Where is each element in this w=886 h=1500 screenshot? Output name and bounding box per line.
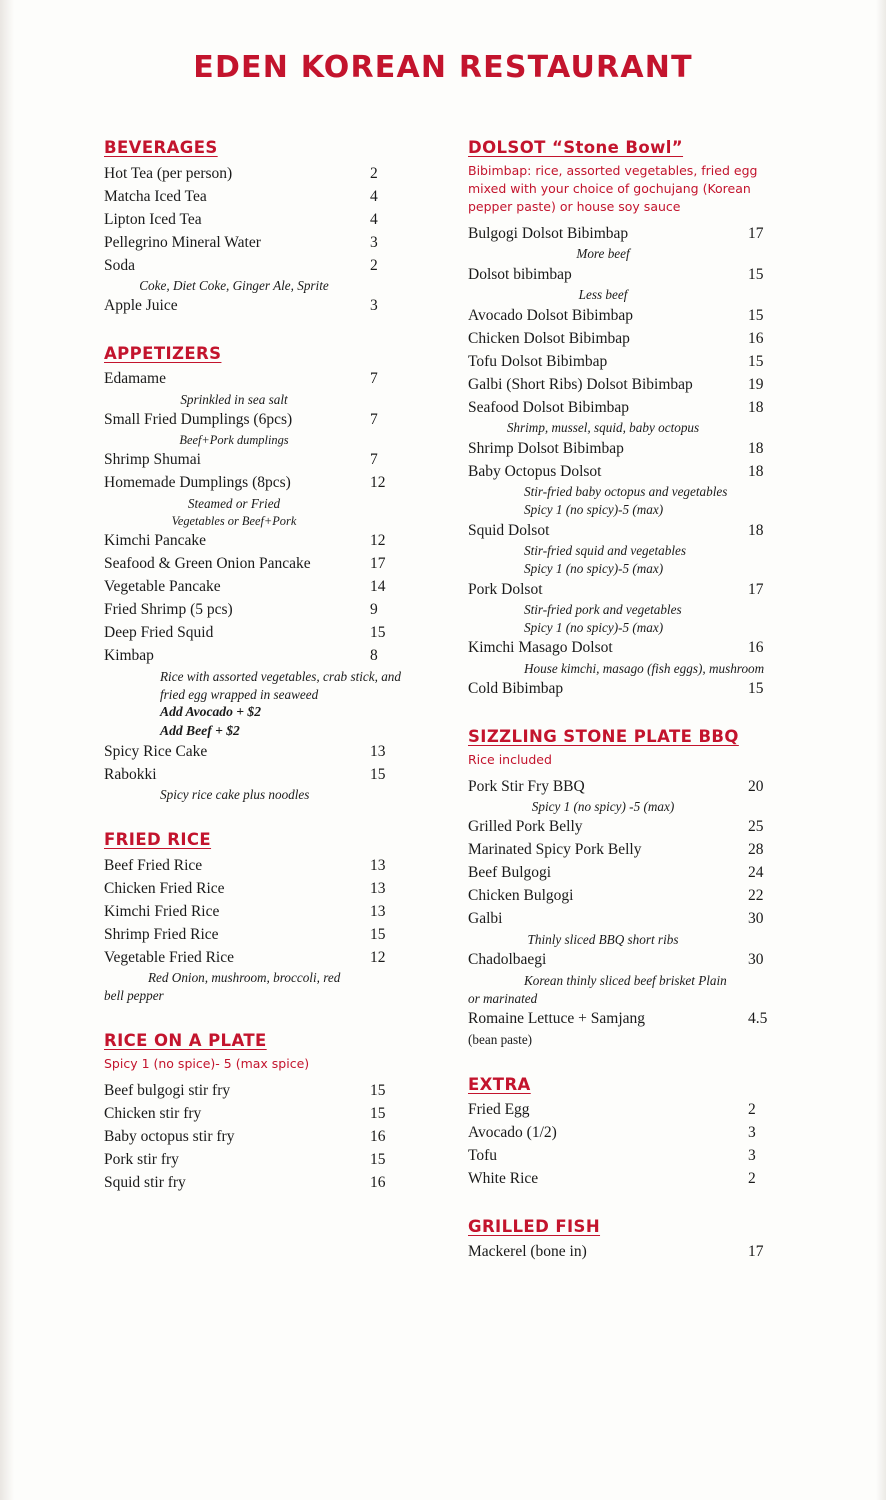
menu-item-price: 25 xyxy=(748,818,764,836)
menu-item-name: Romaine Lettuce + Samjang xyxy=(468,1010,646,1028)
menu-item-name: Avocado (1/2) xyxy=(468,1124,557,1142)
menu-item-note: Steamed or Fried xyxy=(187,495,281,511)
menu-item-name: Pork Dolsot xyxy=(468,580,543,598)
menu-item xyxy=(104,295,404,318)
menu-item-note: Sprinkled in sea salt xyxy=(180,391,288,407)
menu-item xyxy=(104,231,404,254)
menu-item-price: 13 xyxy=(370,879,386,897)
menu-item xyxy=(468,1099,778,1122)
menu-item-price: 12 xyxy=(370,474,386,492)
menu-item xyxy=(104,553,404,576)
menu-item-name: Fried Egg xyxy=(468,1101,530,1119)
menu-item-price: 15 xyxy=(748,265,764,283)
menu-item-price: 8 xyxy=(370,647,378,665)
menu-item-name: Vegetable Fried Rice xyxy=(104,948,234,966)
menu-item-note: Vegetables or Beef+Pork xyxy=(171,513,297,528)
menu-item-price: 15 xyxy=(370,1150,386,1168)
menu-item-name: Chicken Dolsot Bibimbap xyxy=(468,329,630,347)
menu-item xyxy=(104,1171,404,1194)
page-right-edge-shadow xyxy=(876,0,886,1500)
menu-item-name: Matcha Iced Tea xyxy=(104,187,207,205)
section-heading: DOLSOT “Stone Bowl” xyxy=(468,138,684,157)
menu-item-name: Avocado Dolsot Bibimbap xyxy=(468,306,634,324)
menu-item-price: 16 xyxy=(370,1127,386,1145)
section-heading: APPETIZERS xyxy=(104,343,222,363)
menu-item-price: 17 xyxy=(748,1243,764,1261)
menu-item-name: Homemade Dumplings (8pcs) xyxy=(104,474,291,492)
section-heading: SIZZLING STONE PLATE BBQ xyxy=(468,726,739,746)
menu-item-name: Beef Bulgogi xyxy=(468,864,552,882)
menu-item-price: 17 xyxy=(370,555,386,573)
menu-item-price: 30 xyxy=(748,951,764,969)
menu-item-price: 16 xyxy=(748,329,764,347)
menu-item-name: Deep Fried Squid xyxy=(104,624,214,642)
section-heading: EXTRA xyxy=(468,1074,531,1094)
menu-item xyxy=(104,622,404,645)
menu-item-name: Spicy Rice Cake xyxy=(104,742,208,760)
menu-item xyxy=(468,263,778,286)
menu-item-name: Tofu Dolsot Bibimbap xyxy=(468,352,608,370)
menu-item xyxy=(104,208,404,231)
menu-item-name: Chicken stir fry xyxy=(104,1104,202,1122)
menu-item-name: Edamame xyxy=(104,370,166,388)
menu-item-note: Rice with assorted vegetables, crab stick, and fried egg wrapped in seaweed xyxy=(160,668,401,702)
menu-item-note: Shrimp, mussel, squid, baby octopus xyxy=(506,420,700,436)
menu-item xyxy=(468,678,778,701)
menu-item-price: 15 xyxy=(370,1081,386,1099)
menu-item-note: Spicy rice cake plus noodles xyxy=(160,787,310,803)
menu-item-price: 15 xyxy=(370,1104,386,1122)
menu-item xyxy=(468,327,778,350)
menu-item-name: Bulgogi Dolsot Bibimbap xyxy=(468,224,629,242)
menu-item-price: 12 xyxy=(370,948,386,966)
menu-item-note: Coke, Diet Coke, Ginger Ale, Sprite xyxy=(139,278,329,293)
menu-column-right xyxy=(468,138,778,1290)
menu-item-price: 24 xyxy=(748,864,764,882)
menu-item-name: Chicken Fried Rice xyxy=(104,879,225,897)
menu-item-name: Lipton Iced Tea xyxy=(104,210,202,228)
page-left-edge-shadow xyxy=(0,0,14,1500)
menu-item-name: Vegetable Pancake xyxy=(104,578,221,596)
menu-item xyxy=(104,599,404,622)
menu-item xyxy=(104,368,404,391)
menu-item xyxy=(104,645,404,668)
menu-item xyxy=(104,877,404,900)
menu-item-price: 13 xyxy=(370,742,386,760)
menu-section-beverages xyxy=(104,138,404,318)
menu-item-name: Tofu xyxy=(468,1147,498,1165)
menu-item xyxy=(468,775,778,798)
menu-item xyxy=(468,1168,778,1191)
menu-item-name: Small Fried Dumplings (6pcs) xyxy=(104,411,293,429)
menu-item xyxy=(468,519,778,542)
menu-item xyxy=(104,946,404,969)
menu-item xyxy=(468,437,778,460)
menu-item xyxy=(104,1079,404,1102)
menu-item-name: Baby Octopus Dolsot xyxy=(468,462,602,480)
menu-item-price: 4.5 xyxy=(748,1010,768,1028)
menu-section-extra xyxy=(468,1075,778,1191)
menu-item xyxy=(104,472,404,495)
menu-item-price: 13 xyxy=(370,902,386,920)
menu-item-price: 18 xyxy=(748,398,764,416)
menu-item xyxy=(104,409,404,432)
menu-item-name: Chicken Bulgogi xyxy=(468,887,574,905)
menu-item xyxy=(468,885,778,908)
menu-item-name: Mackerel (bone in) xyxy=(468,1243,587,1261)
menu-item xyxy=(104,162,404,185)
menu-item xyxy=(468,637,778,660)
menu-section-appetizers xyxy=(104,344,404,804)
menu-item-name: Shrimp Dolsot Bibimbap xyxy=(468,439,624,457)
menu-item-price: 2 xyxy=(748,1170,756,1188)
menu-item-name: Grilled Pork Belly xyxy=(468,818,583,836)
menu-item xyxy=(104,923,404,946)
menu-item-name: Beef Fried Rice xyxy=(104,856,203,874)
menu-item xyxy=(468,460,778,483)
menu-item-note: Beef+Pork dumplings xyxy=(179,432,289,447)
menu-item-name: White Rice xyxy=(468,1170,539,1188)
menu-item-name: Fried Shrimp (5 pcs) xyxy=(104,601,233,619)
menu-item-price: 15 xyxy=(370,624,386,642)
menu-item-note: (bean paste) xyxy=(468,1031,533,1047)
menu-item-price: 12 xyxy=(370,532,386,550)
menu-item-name: Shrimp Shumai xyxy=(104,451,201,469)
menu-section-grilled-fish xyxy=(468,1217,778,1264)
menu-item-price: 2 xyxy=(748,1101,756,1119)
menu-item-note: More beef xyxy=(576,246,630,262)
section-subtitle: Rice included xyxy=(468,751,552,767)
menu-item-price: 28 xyxy=(748,841,764,859)
menu-item-price: 17 xyxy=(748,224,764,242)
menu-item-name: Marinated Spicy Pork Belly xyxy=(468,841,642,859)
menu-item-note: Red Onion, mushroom, broccoli, red xyxy=(148,970,341,986)
menu-item xyxy=(104,763,404,786)
menu-item-name: Kimbap xyxy=(104,647,154,665)
menu-section-dolsot-stone-bowl xyxy=(468,138,778,701)
menu-item-price: 4 xyxy=(370,210,378,228)
menu-item-name: Shrimp Fried Rice xyxy=(104,925,219,943)
menu-item xyxy=(468,578,778,601)
menu-item-note: Spicy 1 (no spicy)-5 (max) xyxy=(524,620,664,635)
menu-item-note: House kimchi, masago (fish eggs), mushroom xyxy=(524,660,765,676)
menu-item-name: Squid Dolsot xyxy=(468,521,550,539)
section-subtitle: Spicy 1 (no spice)- 5 (max spice) xyxy=(104,1056,310,1072)
menu-item xyxy=(104,740,404,763)
menu-item-name: Galbi xyxy=(468,910,503,928)
menu-item xyxy=(104,530,404,553)
menu-item-note: Spicy 1 (no spicy) -5 (max) xyxy=(531,799,675,815)
menu-item-name: Seafood & Green Onion Pancake xyxy=(104,555,311,573)
section-subtitle: Bibimbap: rice, assorted vegetables, fried egg mixed with your choice of gochujang (Korean pepper paste) or house soy sauce xyxy=(468,163,758,215)
menu-item-name: Hot Tea (per person) xyxy=(104,164,233,182)
menu-item-price: 2 xyxy=(370,256,378,274)
section-heading: BEVERAGES xyxy=(104,138,218,157)
menu-item xyxy=(468,1008,778,1031)
menu-item-price: 7 xyxy=(370,370,378,388)
menu-item-name: Chadolbaegi xyxy=(468,951,547,969)
menu-item-price: 14 xyxy=(370,578,386,596)
menu-item-price: 15 xyxy=(370,765,386,783)
menu-item xyxy=(468,1122,778,1145)
menu-item-name: Pork Stir Fry BBQ xyxy=(468,777,585,795)
section-heading: FRIED RICE xyxy=(104,830,212,850)
menu-item-note: Spicy 1 (no spicy)-5 (max) xyxy=(524,502,664,518)
menu-item-price: 20 xyxy=(748,777,764,795)
menu-item-name: Kimchi Masago Dolsot xyxy=(468,639,613,657)
menu-item xyxy=(104,449,404,472)
menu-item xyxy=(104,576,404,599)
menu-item-name: Squid stir fry xyxy=(104,1173,186,1191)
menu-item xyxy=(468,839,778,862)
menu-item xyxy=(104,854,404,877)
menu-item-price: 4 xyxy=(370,187,378,205)
menu-item-note: Less beef xyxy=(578,287,628,303)
menu-item xyxy=(468,1241,778,1264)
menu-item-price: 2 xyxy=(370,164,378,182)
menu-item xyxy=(104,185,404,208)
menu-item-note: Stir-fried squid and vegetables xyxy=(524,543,686,559)
menu-item xyxy=(104,1125,404,1148)
menu-column-left xyxy=(104,138,404,1220)
menu-item xyxy=(468,304,778,327)
section-heading: RICE ON A PLATE xyxy=(104,1031,267,1051)
menu-item xyxy=(468,396,778,419)
menu-item-price: 13 xyxy=(370,856,386,874)
menu-item-price: 15 xyxy=(748,352,764,370)
menu-item-name: Galbi (Short Ribs) Dolsot Bibimbap xyxy=(468,375,693,393)
menu-item-price: 18 xyxy=(748,521,764,539)
menu-item xyxy=(104,1102,404,1125)
menu-item-note: bell pepper xyxy=(104,988,164,1004)
menu-item-name: Beef bulgogi stir fry xyxy=(104,1081,231,1099)
menu-item-note: Korean thinly sliced beef brisket Plain xyxy=(524,972,727,988)
menu-item-note: Thinly sliced BBQ short ribs xyxy=(527,931,679,947)
menu-item-note: Spicy 1 (no spicy)-5 (max) xyxy=(524,561,664,577)
menu-item-price: 15 xyxy=(748,306,764,324)
menu-item-price: 16 xyxy=(370,1173,386,1191)
menu-item xyxy=(468,222,778,245)
menu-item-price: 15 xyxy=(370,925,386,943)
menu-item-price: 3 xyxy=(370,233,378,251)
menu-item xyxy=(104,254,404,277)
menu-item xyxy=(104,1148,404,1171)
menu-item-name: Seafood Dolsot Bibimbap xyxy=(468,398,630,416)
menu-item-price: 19 xyxy=(748,375,764,393)
menu-item-note: Add Beef + $2 xyxy=(160,722,240,738)
menu-item-note: or marinated xyxy=(468,990,538,1006)
menu-item-price: 7 xyxy=(370,411,378,429)
menu-item-name: Baby octopus stir fry xyxy=(104,1127,235,1145)
menu-item-note: Add Avocado + $2 xyxy=(160,704,262,720)
menu-item xyxy=(468,350,778,373)
menu-item-name: Pellegrino Mineral Water xyxy=(104,233,261,251)
menu-item xyxy=(104,900,404,923)
menu-item-name: Dolsot bibimbap xyxy=(468,265,572,283)
menu-item-name: Soda xyxy=(104,256,135,274)
menu-item-price: 30 xyxy=(748,910,764,928)
menu-item-price: 22 xyxy=(748,887,764,905)
menu-item-name: Rabokki xyxy=(104,765,157,783)
menu-item xyxy=(468,1145,778,1168)
menu-item-price: 18 xyxy=(748,439,764,457)
menu-item-note: Stir-fried baby octopus and vegetables xyxy=(524,484,728,500)
menu-item-name: Kimchi Pancake xyxy=(104,532,207,550)
menu-item-price: 16 xyxy=(748,639,764,657)
menu-item xyxy=(468,373,778,396)
menu-item-name: Pork stir fry xyxy=(104,1150,179,1168)
menu-item-price: 17 xyxy=(748,580,764,598)
menu-item xyxy=(468,908,778,931)
menu-item-price: 18 xyxy=(748,462,764,480)
menu-item xyxy=(468,862,778,885)
menu-section-sizzling-stone-plate-bbq xyxy=(468,727,778,1049)
menu-item-price: 3 xyxy=(370,297,378,315)
menu-item-price: 3 xyxy=(748,1124,756,1142)
menu-section-rice-on-a-plate xyxy=(104,1031,404,1194)
menu-item-note: Stir-fried pork and vegetables xyxy=(524,602,682,618)
menu-item-name: Cold Bibimbap xyxy=(468,680,564,698)
menu-item-name: Kimchi Fried Rice xyxy=(104,902,220,920)
menu-item-price: 9 xyxy=(370,601,378,619)
section-heading: GRILLED FISH xyxy=(468,1216,601,1236)
menu-section-fried-rice xyxy=(104,830,404,1005)
menu-item-price: 15 xyxy=(748,680,764,698)
menu-item-price: 7 xyxy=(370,451,378,469)
restaurant-title: EDEN KOREAN RESTAURANT xyxy=(193,50,693,85)
menu-item-name: Apple Juice xyxy=(104,297,178,315)
menu-item-price: 3 xyxy=(748,1147,756,1165)
menu-item xyxy=(468,949,778,972)
menu-item xyxy=(468,816,778,839)
